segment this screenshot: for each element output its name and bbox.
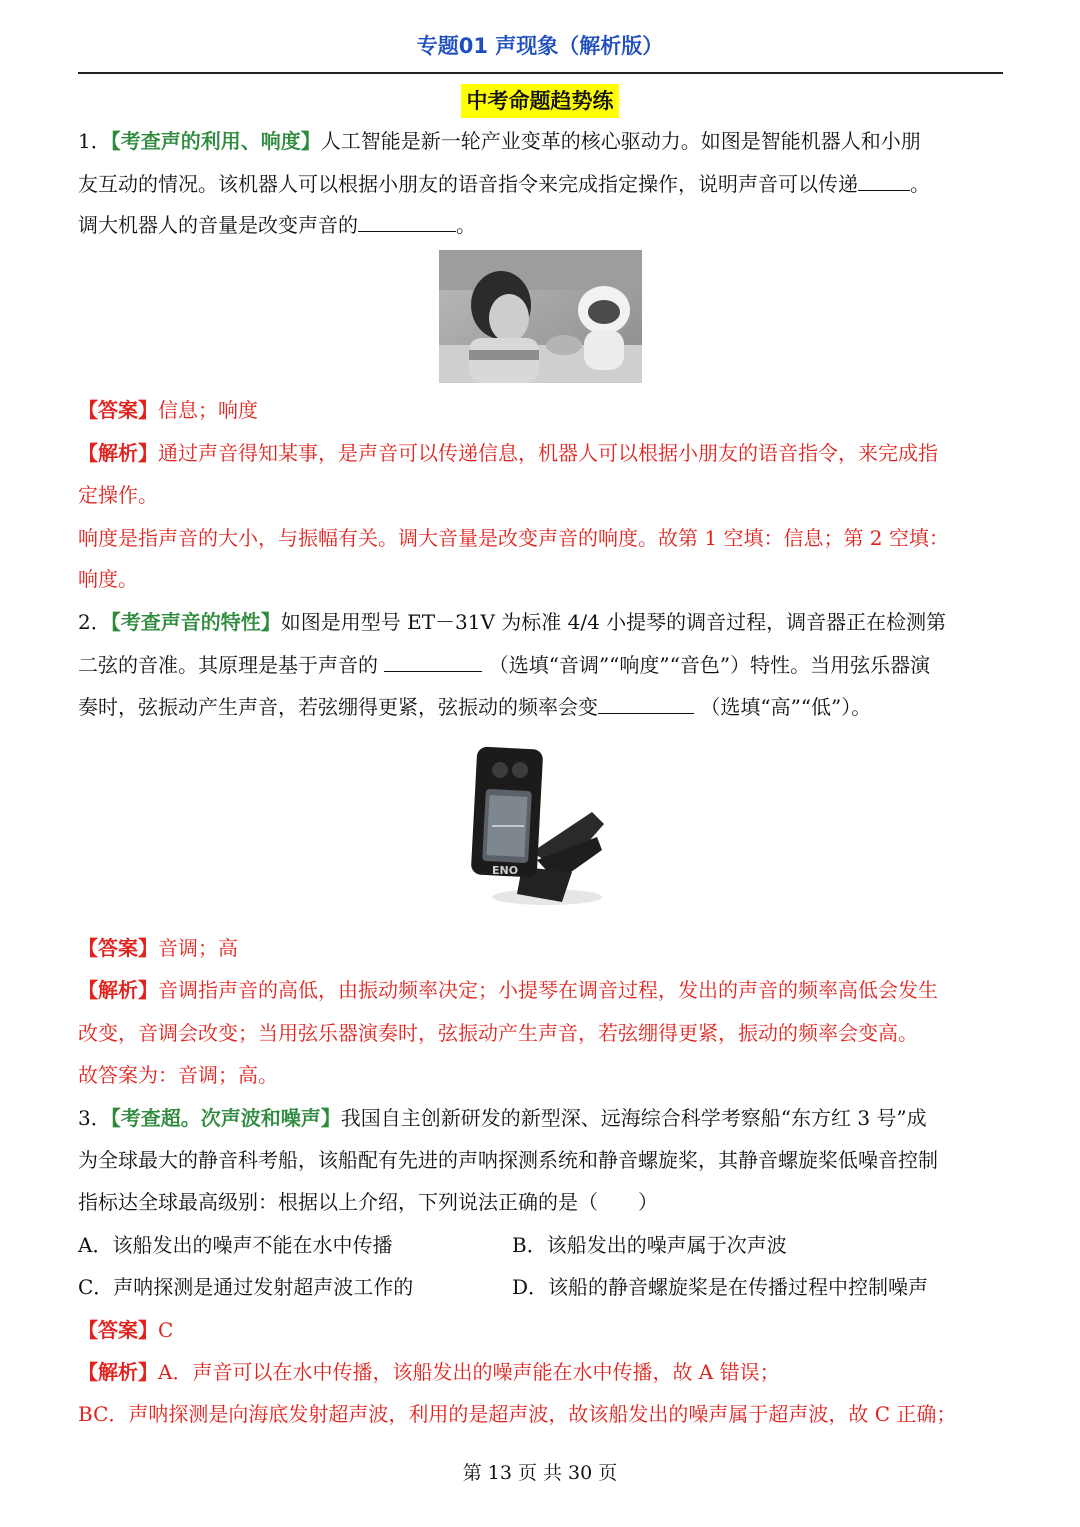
- q2-analysis-text-1: 音调指声音的高低，由振动频率决定；小提琴在调音过程，发出的声音的频率高低会发生: [158, 978, 938, 1002]
- q3-analysis-text-1: A．声音可以在水中传播，该船发出的噪声能在水中传播，故 A 错误；: [158, 1360, 780, 1384]
- q2-answer: [78, 934, 1008, 962]
- q3-line-2: 为全球最大的静音科考船，该船配有先进的声呐探测系统和静音螺旋桨，其静音螺旋桨低噪音控制: [78, 1148, 938, 1172]
- q1-analysis-3: 响度是指声音的大小，与振幅有关。调大音量是改变声音的响度。故第 1 空填：信息；第 2 空填：: [78, 526, 949, 550]
- robot-child-photo: [439, 250, 642, 383]
- tuner-brand-label: ENO: [492, 864, 519, 877]
- q1-analysis-1: [78, 439, 1008, 467]
- q2-line-3: [78, 693, 1008, 721]
- q3-analysis-2: BC．声呐探测是向海底发射超声波，利用的是超声波，故该船发出的噪声属于超声波，故 C 正确；: [78, 1402, 957, 1426]
- q1-analysis-2: 定操作。: [78, 483, 158, 507]
- q1-text-2: 友互动的情况。该机器人可以根据小朋友的语音指令来完成指定操作，说明声音可以传递: [78, 172, 858, 196]
- q1-text-3: 调大机器人的音量是改变声音的: [78, 213, 358, 237]
- q2-analysis-1: [78, 976, 1008, 1004]
- q3-line-3: 指标达全球最高级别：根据以上介绍，下列说法正确的是（ ）: [78, 1190, 658, 1214]
- q1-answer-text: 信息；响度: [158, 398, 258, 422]
- q1-text-3-end: 。: [456, 213, 476, 237]
- q2-text-1: 如图是用型号 ET－31V 为标准 4/4 小提琴的调音过程，调音器正在检测第: [280, 610, 947, 634]
- q2-blank-1: [384, 651, 482, 672]
- q1-text-2-end: 。: [910, 172, 930, 196]
- q1-line-3: [78, 211, 1008, 239]
- q2-answer-text: 音调；高: [158, 936, 238, 960]
- q2-line-1: [78, 608, 1008, 636]
- q3-answer: [78, 1316, 1008, 1344]
- q2-answer-tag: 【答案】: [78, 936, 158, 960]
- q2-analysis-3: 故答案为：音调；高。: [78, 1063, 278, 1087]
- q2-number: 2．: [78, 610, 111, 634]
- q1-answer: [78, 396, 1008, 424]
- q1-analysis-tag: 【解析】: [78, 441, 158, 465]
- q2-text-3: 奏时，弦振动产生声音，若弦绷得更紧，弦振动的频率会变: [78, 695, 598, 719]
- q3-option-b: B．该船发出的噪声属于次声波: [512, 1233, 787, 1257]
- q1-line-2: [78, 170, 1008, 198]
- q3-option-d: D．该船的静音螺旋桨是在传播过程中控制噪声: [512, 1275, 929, 1299]
- q3-option-a: A．该船发出的噪声不能在水中传播: [78, 1233, 393, 1257]
- q1-blank-2: [358, 211, 456, 232]
- tuner-photo: [462, 742, 612, 910]
- q2-line-2: [78, 651, 1008, 679]
- q2-analysis-2: 改变，音调会改变；当用弦乐器演奏时，弦振动产生声音，若弦绷得更紧，振动的频率会变高。: [78, 1021, 918, 1045]
- q1-analysis-text-1: 通过声音得知某事，是声音可以传递信息，机器人可以根据小朋友的语音指令，来完成指: [158, 441, 938, 465]
- q3-answer-text: C: [158, 1318, 174, 1342]
- page-footer: 第 13 页 共 30 页: [462, 1462, 618, 1484]
- q1-text-1: 人工智能是新一轮产业变革的核心驱动力。如图是智能机器人和小朋: [320, 129, 921, 153]
- q3-number: 3．: [78, 1106, 111, 1130]
- q3-answer-tag: 【答案】: [78, 1318, 158, 1342]
- q2-text-2: 二弦的音准。其原理是基于声音的: [78, 653, 385, 677]
- header-rule: [78, 72, 1003, 74]
- q3-text-1: 我国自主创新研发的新型深、远海综合科学考察船“东方红 3 号”成: [340, 1106, 927, 1130]
- q2-text-3-end: （选填“高”“低”）。: [694, 695, 872, 719]
- q2-text-2-end: （选填“音调”“响度”“音色”）特性。当用弦乐器演: [482, 653, 931, 677]
- q3-analysis-tag: 【解析】: [78, 1360, 158, 1384]
- q1-number: 1．: [78, 129, 111, 153]
- section-title: 中考命题趋势练: [461, 84, 619, 118]
- q1-answer-tag: 【答案】: [78, 398, 158, 422]
- q3-option-c: C．声呐探测是通过发射超声波工作的: [78, 1275, 414, 1299]
- q2-blank-2: [598, 693, 694, 714]
- q3-line-1: [78, 1104, 1008, 1132]
- q3-tag: 【考查超。次声波和噪声】: [110, 1106, 341, 1130]
- q3-analysis-1: [78, 1358, 1008, 1386]
- q2-analysis-tag: 【解析】: [78, 978, 158, 1002]
- q1-tag: 【考查声的利用、响度】: [110, 129, 321, 153]
- document-header: 专题01 声现象（解析版）: [416, 34, 664, 58]
- q1-line-1: [78, 127, 1008, 155]
- q1-blank-1: [858, 170, 910, 191]
- q2-tag: 【考查声音的特性】: [110, 610, 281, 634]
- q1-analysis-4: 响度。: [78, 567, 138, 591]
